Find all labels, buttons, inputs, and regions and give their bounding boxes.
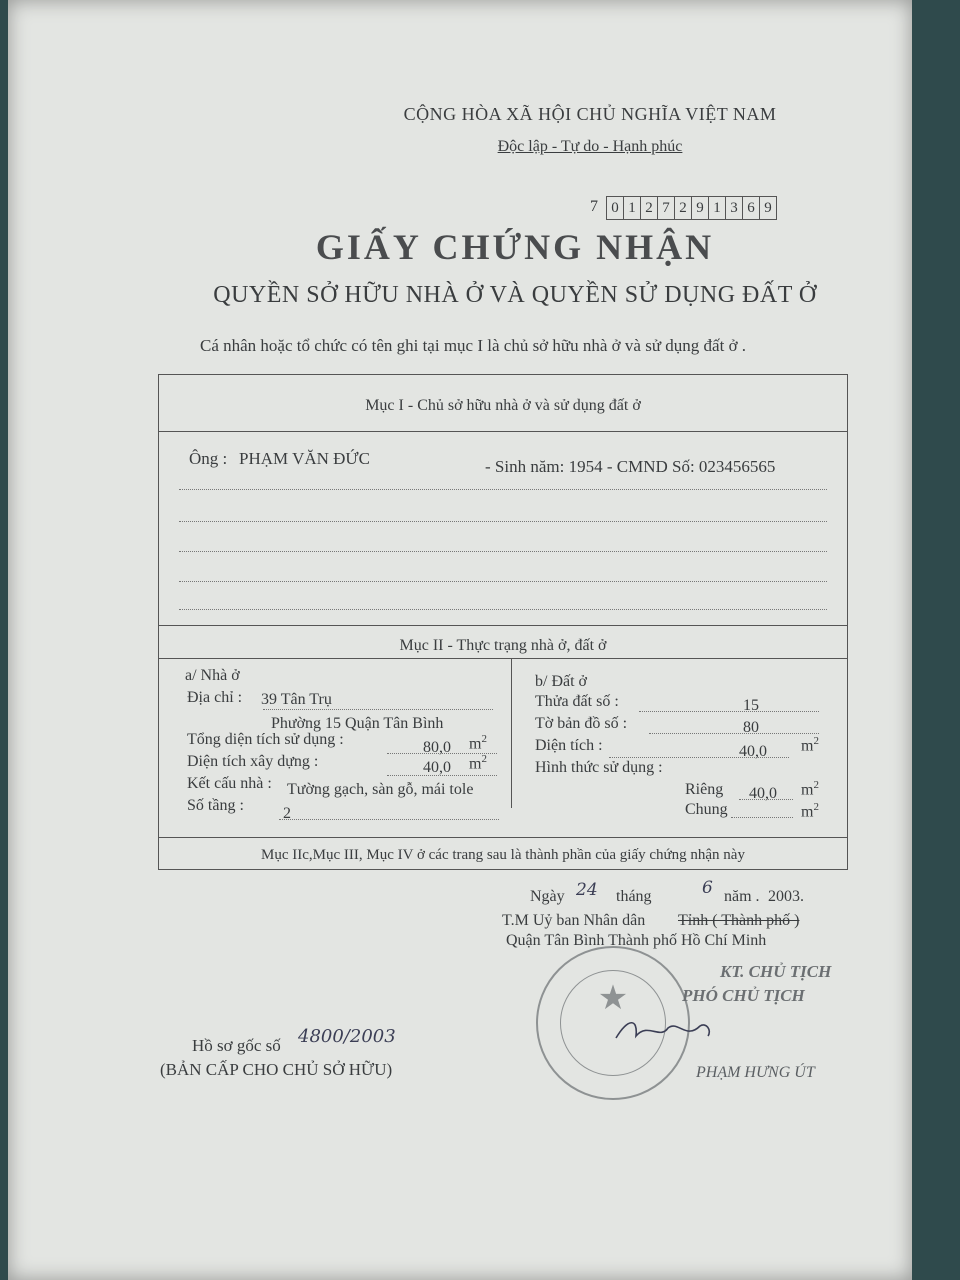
land-area-unit: $m^2$ [801, 735, 819, 755]
house-heading: a/ Nhà ở [185, 667, 240, 684]
shared-label: Chung [685, 801, 728, 818]
address-line1: 39 Tân Trụ [261, 691, 332, 708]
serial-digit: 1 [624, 197, 641, 219]
year-label: năm . [724, 888, 760, 905]
serial-digit: 2 [641, 197, 658, 219]
owner-birth-info: - Sinh năm: 1954 - CMND Số: 023456565 [485, 457, 776, 476]
intro-text: Cá nhân hoặc tổ chức có tên ghi tại mục I là chủ sở hữu nhà ở và sử dụng đất ở . [200, 336, 747, 355]
owner-label: Ông : [189, 449, 228, 468]
month-label: tháng [616, 888, 652, 905]
map-value: 80 [743, 719, 759, 736]
records-number: 4800/2003 [298, 1026, 396, 1047]
built-area-unit: $m^2$ [469, 753, 487, 773]
dotted-line [179, 521, 827, 522]
serial-digit: 1 [709, 197, 726, 219]
structure-label: Kết cấu nhà : [187, 775, 272, 792]
shared-unit: $m^2$ [801, 801, 819, 821]
dotted-line [639, 711, 819, 712]
divider [159, 625, 847, 626]
copy-note: (BẢN CẤP CHO CHỦ SỞ HỮU) [160, 1060, 393, 1079]
role-line1: KT. CHỦ TỊCH [720, 962, 832, 981]
dotted-line [387, 753, 497, 754]
address-label: Địa chỉ : [187, 689, 243, 706]
dotted-line [179, 489, 827, 490]
committee-line2: Quận Tân Bình Thành phố Hồ Chí Minh [506, 932, 767, 949]
total-area-unit: $m^2$ [469, 733, 487, 753]
role-line2: PHÓ CHỦ TỊCH [682, 986, 805, 1005]
divider [159, 431, 847, 432]
document-title: GIẤY CHỨNG NHẬN [315, 227, 715, 267]
private-value: 40,0 [749, 785, 777, 802]
motto: Độc lập - Tự do - Hạnh phúc [497, 138, 683, 155]
section1-title: Mục I - Chủ sở hữu nhà ở và sử dụng đất ở [365, 397, 641, 414]
serial-digit: 6 [743, 197, 760, 219]
serial-digit: 3 [726, 197, 743, 219]
certificate-table [158, 374, 848, 870]
dotted-line [609, 757, 789, 758]
land-area-label: Diện tích : [535, 737, 603, 754]
serial-digit: 9 [692, 197, 709, 219]
map-label: Tờ bản đồ số : [535, 715, 628, 732]
date-prefix: Ngày [530, 888, 565, 905]
section2-title: Mục II - Thực trạng nhà ở, đất ở [399, 637, 607, 654]
usage-label: Hình thức sử dụng : [535, 759, 663, 776]
signer-name: PHẠM HƯNG ÚT [696, 1064, 815, 1081]
footer-note: Mục IIc,Mục III, Mục IV ở các trang sau là thành phần của giấy chứng nhận này [261, 847, 745, 863]
dotted-line [279, 819, 499, 820]
private-unit: $m^2$ [801, 779, 819, 799]
serial-digit: 7 [658, 197, 675, 219]
star-icon: ★ [597, 978, 629, 1018]
date-month: 6 [702, 878, 713, 898]
signature-icon [608, 1010, 718, 1050]
dotted-line [179, 551, 827, 552]
committee-struck: Tỉnh ( Thành phố ) [678, 912, 800, 929]
committee-line1: T.M Uỷ ban Nhân dân [502, 912, 646, 929]
plot-label: Thửa đất số : [535, 693, 619, 710]
certificate-page [8, 0, 912, 1280]
column-divider [511, 658, 512, 808]
total-area-value: 80,0 [423, 739, 451, 756]
records-label: Hồ sơ gốc số [192, 1036, 281, 1055]
date-year: 2003. [768, 888, 804, 905]
dotted-line [739, 799, 793, 800]
dotted-line [387, 775, 497, 776]
dotted-line [263, 709, 493, 710]
owner-name: PHẠM VĂN ĐỨC [239, 449, 370, 468]
serial-digit: 0 [607, 197, 624, 219]
serial-digit: 9 [764, 200, 772, 216]
dotted-line [649, 733, 819, 734]
serial-prefix: 7 [590, 198, 598, 215]
date-day: 24 [576, 880, 598, 900]
republic-header: CỘNG HÒA XÃ HỘI CHỦ NGHĨA VIỆT NAM [403, 104, 777, 124]
floors-label: Số tầng : [187, 797, 244, 814]
structure-value: Tường gạch, sàn gỗ, mái tole [287, 781, 474, 798]
document-subtitle: QUYỀN SỞ HỮU NHÀ Ở VÀ QUYỀN SỬ DỤNG ĐẤT Ở [213, 282, 817, 308]
divider [159, 837, 847, 838]
total-area-label: Tổng diện tích sử dụng : [187, 731, 344, 748]
dotted-line [179, 581, 827, 582]
land-area-value: 40,0 [739, 743, 767, 760]
dotted-line [731, 817, 793, 818]
plot-value: 15 [743, 697, 759, 714]
serial-digit: 2 [675, 197, 692, 219]
divider [159, 658, 847, 659]
address-line2: Phường 15 Quận Tân Bình [271, 715, 444, 732]
private-label: Riêng [685, 781, 724, 798]
built-area-value: 40,0 [423, 759, 451, 776]
dotted-line [179, 609, 827, 610]
serial-number [606, 196, 777, 220]
land-heading: b/ Đất ở [535, 673, 588, 690]
built-area-label: Diện tích xây dựng : [187, 753, 319, 770]
floors-value: 2 [283, 805, 291, 822]
